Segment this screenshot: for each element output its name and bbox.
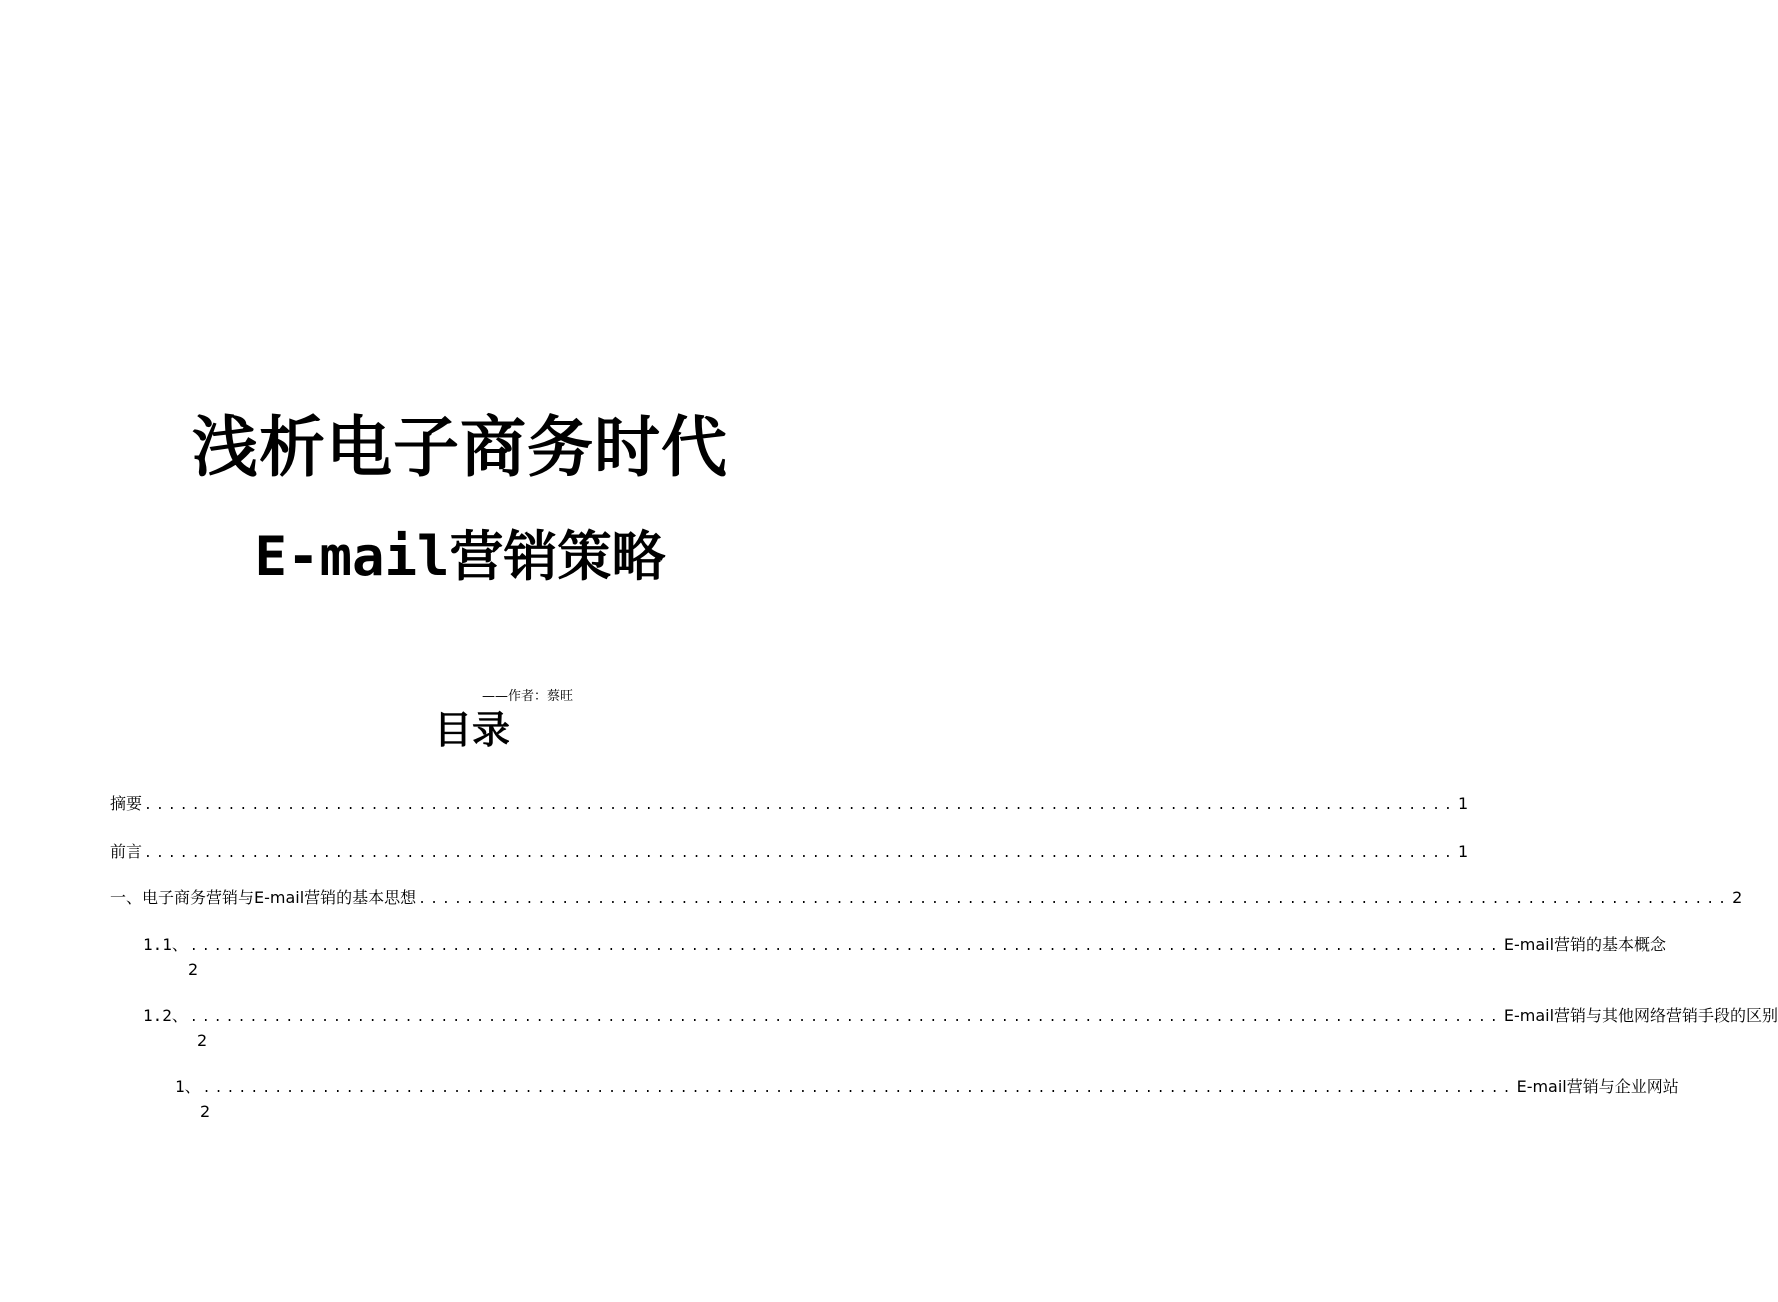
toc-leader-dots: .............................................................................................................. bbox=[418, 892, 1731, 907]
toc-entry-page: 1 bbox=[1457, 842, 1469, 861]
toc-entry-title: E-mail营销与其他网络营销手段的区别 bbox=[1503, 1006, 1778, 1025]
toc-subentry[interactable] bbox=[143, 1005, 1778, 1029]
toc-leader-dots: .............................................................................................................. bbox=[189, 1010, 1502, 1025]
toc-entry-label: 一、电子商务营销与E-mail营销的基本思想 bbox=[110, 888, 417, 907]
toc-entry-title: E-mail营销与企业网站 bbox=[1516, 1077, 1679, 1096]
toc-entry-page: 2 bbox=[200, 1102, 211, 1121]
toc-entry[interactable] bbox=[110, 793, 1469, 817]
toc-entry-label: 摘要 bbox=[110, 794, 143, 813]
toc-subentry[interactable] bbox=[143, 934, 1667, 958]
toc-leader-dots: .............................................................................................................. bbox=[144, 798, 1456, 813]
toc-entry-label: 前言 bbox=[110, 842, 143, 861]
toc-leader-dots: .............................................................................................................. bbox=[144, 846, 1456, 861]
toc-leader-dots: .............................................................................................................. bbox=[189, 939, 1502, 954]
toc-entry[interactable] bbox=[110, 841, 1469, 865]
subtitle-cjk: 营销策略 bbox=[449, 525, 666, 588]
toc-entry-page: 2 bbox=[1732, 888, 1743, 907]
toc-heading: 目录 bbox=[433, 708, 510, 752]
toc-entry-number: 1.1、 bbox=[143, 935, 188, 954]
toc-subentry[interactable] bbox=[175, 1076, 1679, 1100]
document-title: 浅析电子商务时代 bbox=[192, 409, 728, 486]
toc-entry-page: 2 bbox=[197, 1031, 208, 1050]
document-subtitle bbox=[0, 522, 920, 592]
toc-leader-dots: .............................................................................................................. bbox=[202, 1081, 1515, 1096]
toc-entry[interactable] bbox=[110, 887, 1743, 911]
toc-entry-number: 1.2、 bbox=[143, 1006, 188, 1025]
toc-entry-title: E-mail营销的基本概念 bbox=[1503, 935, 1667, 954]
author-line: ——作者：蔡旺 bbox=[482, 689, 574, 704]
toc-entry-page: 1 bbox=[1457, 794, 1469, 813]
toc-entry-page: 2 bbox=[188, 960, 199, 979]
toc-entry-number: 1、 bbox=[175, 1077, 201, 1096]
subtitle-latin: E-mail bbox=[254, 525, 450, 588]
